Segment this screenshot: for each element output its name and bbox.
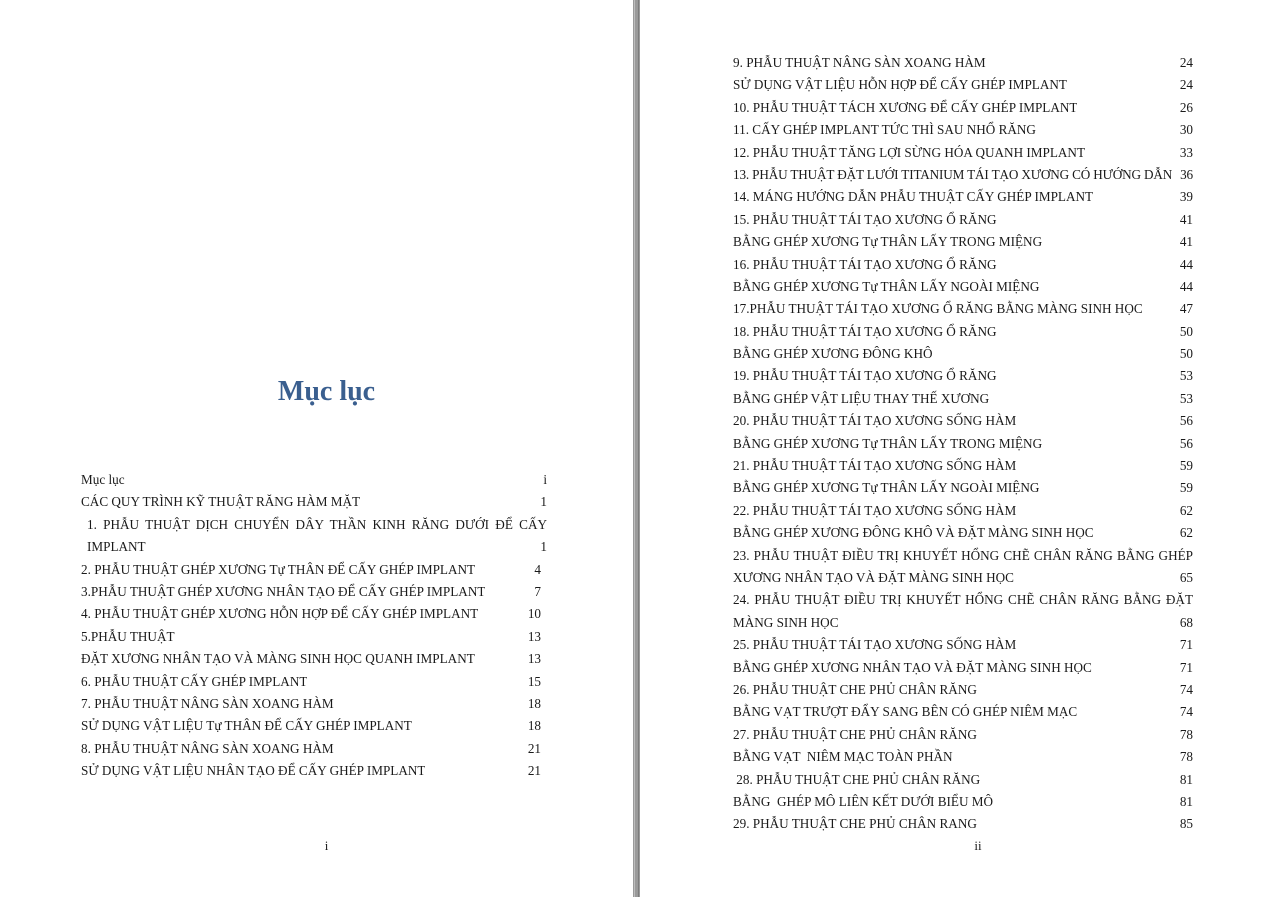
toc-entry-page: 56 bbox=[1179, 435, 1193, 451]
toc-entry-page: 78 bbox=[1179, 749, 1193, 765]
toc-entry[interactable] bbox=[733, 567, 1193, 589]
toc-entry[interactable] bbox=[733, 791, 1193, 813]
toc-entry-page: 59 bbox=[1179, 480, 1193, 496]
toc-entry-page: 74 bbox=[1179, 704, 1193, 720]
toc-entry-page: 78 bbox=[1179, 726, 1193, 742]
page-number-footer: ii bbox=[974, 838, 982, 853]
toc-entry[interactable] bbox=[81, 693, 547, 715]
toc-entry-text: IMPLANT bbox=[87, 539, 146, 555]
toc-entry-page: 53 bbox=[1179, 390, 1193, 406]
toc-entry-text: 20. PHẪU THUẬT TÁI TẠO XƯƠNG SỐNG HÀM bbox=[733, 413, 1017, 429]
toc-entry-page: 30 bbox=[1179, 122, 1193, 138]
toc-entry-text: SỬ DỤNG VẬT LIỆU NHÂN TẠO ĐỂ CẤY GHÉP IMPLANT bbox=[81, 763, 426, 779]
toc-entry-text: 23. PHẪU THUẬT ĐIỀU TRỊ KHUYẾT HỔNG CHẼ CHÂN RĂNG BẰNG GHÉP bbox=[733, 547, 1193, 563]
toc-entry-page: 1 bbox=[540, 539, 547, 555]
toc-entry-page: 62 bbox=[1179, 525, 1193, 541]
toc-entry[interactable] bbox=[733, 612, 1193, 634]
toc-entry-page: 41 bbox=[1179, 234, 1193, 250]
page-number-footer: i bbox=[324, 838, 329, 853]
toc-entry-page: 59 bbox=[1179, 458, 1193, 474]
right-page bbox=[640, 0, 1278, 897]
toc-entry-text: 28. PHẪU THUẬT CHE PHỦ CHÂN RĂNG bbox=[733, 771, 981, 787]
toc-entry-text: 1. PHẪU THUẬT DỊCH CHUYỂN DÂY THẦN KINH RĂNG DƯỚI ĐỂ CẤY bbox=[87, 516, 547, 532]
toc-entry[interactable] bbox=[733, 500, 1193, 522]
toc-entry-text: MÀNG SINH HỌC bbox=[733, 614, 839, 630]
toc-list-left bbox=[81, 469, 547, 782]
toc-entry[interactable] bbox=[733, 276, 1193, 298]
toc-entry[interactable] bbox=[733, 186, 1193, 208]
toc-entry-page: 13 bbox=[527, 628, 541, 644]
toc-entry[interactable] bbox=[81, 603, 547, 625]
toc-entry-text: BẰNG GHÉP XƯƠNG ĐÔNG KHÔ bbox=[733, 346, 933, 362]
toc-entry-page: 24 bbox=[1179, 55, 1193, 70]
toc-entry[interactable] bbox=[81, 581, 547, 603]
toc-entry-page: 56 bbox=[1179, 413, 1193, 429]
toc-entry[interactable] bbox=[733, 298, 1193, 320]
toc-entry[interactable] bbox=[733, 164, 1193, 186]
toc-entry-text: 11. CẤY GHÉP IMPLANT TỨC THÌ SAU NHỔ RĂNG bbox=[733, 122, 1036, 138]
toc-entry-text: 9. PHẪU THUẬT NÂNG SÀN XOANG HÀM bbox=[733, 55, 986, 70]
toc-entry-page: 41 bbox=[1179, 211, 1193, 227]
toc-entry[interactable] bbox=[733, 477, 1193, 499]
toc-entry[interactable] bbox=[733, 119, 1193, 141]
toc-entry-page: 71 bbox=[1179, 659, 1193, 675]
toc-list-right bbox=[733, 52, 1193, 836]
toc-entry-text: ĐẶT XƯƠNG NHÂN TẠO VÀ MÀNG SINH HỌC QUANH IMPLANT bbox=[81, 651, 475, 667]
toc-entry[interactable] bbox=[733, 433, 1193, 455]
toc-entry[interactable] bbox=[733, 589, 1193, 611]
toc-entry-text: 22. PHẪU THUẬT TÁI TẠO XƯƠNG SỐNG HÀM bbox=[733, 502, 1017, 518]
toc-entry-text: 8. PHẪU THUẬT NÂNG SÀN XOANG HÀM bbox=[81, 740, 334, 756]
toc-entry-text: BẰNG GHÉP XƯƠNG NHÂN TẠO VÀ ĐẶT MÀNG SINH HỌC bbox=[733, 659, 1092, 675]
toc-entry-page: 81 bbox=[1179, 771, 1193, 787]
toc-entry[interactable] bbox=[733, 724, 1193, 746]
toc-entry[interactable] bbox=[733, 74, 1193, 96]
toc-entry-page: 50 bbox=[1179, 323, 1193, 339]
toc-entry-page: 44 bbox=[1179, 278, 1193, 294]
toc-entry-page: 62 bbox=[1179, 502, 1193, 518]
toc-entry[interactable] bbox=[81, 536, 547, 558]
toc-entry-text: 7. PHẪU THUẬT NÂNG SÀN XOANG HÀM bbox=[81, 695, 334, 711]
toc-entry[interactable] bbox=[733, 545, 1193, 567]
toc-entry-text: BẰNG VẠT NIÊM MẠC TOÀN PHẦN bbox=[733, 749, 953, 765]
toc-entry-page: 68 bbox=[1179, 614, 1193, 630]
toc-entry[interactable] bbox=[733, 209, 1193, 231]
toc-entry-page: 15 bbox=[527, 673, 541, 689]
toc-entry-page: 26 bbox=[1179, 99, 1193, 115]
toc-entry-page: 4 bbox=[534, 561, 541, 577]
toc-entry-page: 13 bbox=[527, 651, 541, 667]
toc-entry[interactable] bbox=[81, 760, 547, 782]
toc-entry[interactable] bbox=[733, 254, 1193, 276]
left-page bbox=[0, 0, 633, 897]
toc-entry-text: BẰNG GHÉP XƯƠNG Tự THÂN LẤY NGOÀI MIỆNG bbox=[733, 278, 1040, 294]
toc-entry-page: 39 bbox=[1179, 189, 1193, 205]
toc-entry-text: 19. PHẪU THUẬT TÁI TẠO XƯƠNG Ổ RĂNG bbox=[733, 368, 997, 384]
toc-entry-text: BẰNG GHÉP XƯƠNG Tự THÂN LẤY TRONG MIỆNG bbox=[733, 234, 1043, 250]
page-title: Mục lục bbox=[277, 376, 376, 407]
toc-entry-page: 7 bbox=[534, 583, 541, 599]
toc-entry-text: 4. PHẪU THUẬT GHÉP XƯƠNG HỖN HỢP ĐỂ CẤY GHÉP IMPLANT bbox=[81, 606, 479, 622]
toc-entry[interactable] bbox=[733, 634, 1193, 656]
toc-entry[interactable] bbox=[733, 365, 1193, 387]
toc-entry-text: 12. PHẪU THUẬT TĂNG LỢI SỪNG HÓA QUANH IMPLANT bbox=[733, 144, 1086, 160]
toc-entry-page: 65 bbox=[1179, 569, 1193, 585]
toc-entry-text: 16. PHẪU THUẬT TÁI TẠO XƯƠNG Ổ RĂNG bbox=[733, 256, 997, 272]
toc-entry-text: SỬ DỤNG VẬT LIỆU Tự THÂN ĐỂ CẤY GHÉP IMPLANT bbox=[81, 718, 412, 734]
toc-entry-page: 1 bbox=[540, 494, 547, 510]
toc-entry-text: BẰNG GHÉP XƯƠNG Tự THÂN LẤY NGOÀI MIỆNG bbox=[733, 480, 1040, 496]
toc-entry-page: 53 bbox=[1179, 368, 1193, 384]
toc-entry[interactable] bbox=[733, 97, 1193, 119]
toc-entry[interactable] bbox=[81, 491, 547, 513]
toc-entry-page: 18 bbox=[527, 695, 541, 711]
toc-entry-text: CÁC QUY TRÌNH KỸ THUẬT RĂNG HÀM MẶT bbox=[81, 494, 361, 510]
toc-entry-page: 71 bbox=[1179, 637, 1193, 653]
toc-entry-page: 81 bbox=[1179, 793, 1193, 809]
toc-entry-text: 3.PHẪU THUẬT GHÉP XƯƠNG NHÂN TẠO ĐỂ CẤY GHÉP IMPLANT bbox=[81, 583, 486, 599]
toc-entry[interactable] bbox=[81, 738, 547, 760]
toc-entry[interactable] bbox=[733, 410, 1193, 432]
toc-entry[interactable] bbox=[733, 813, 1193, 835]
toc-entry-page: 24 bbox=[1179, 77, 1193, 93]
toc-entry-text: 6. PHẪU THUẬT CẤY GHÉP IMPLANT bbox=[81, 673, 308, 689]
toc-entry[interactable] bbox=[81, 514, 547, 536]
toc-entry-text: BẰNG GHÉP MÔ LIÊN KẾT DƯỚI BIỂU MÔ bbox=[733, 793, 994, 809]
toc-entry[interactable] bbox=[733, 522, 1193, 544]
toc-entry[interactable] bbox=[733, 52, 1193, 74]
toc-entry[interactable] bbox=[733, 321, 1193, 343]
toc-entry[interactable] bbox=[733, 657, 1193, 679]
toc-entry-text: 27. PHẪU THUẬT CHE PHỦ CHÂN RĂNG bbox=[733, 726, 977, 742]
toc-entry-page: 36 bbox=[1180, 166, 1193, 182]
toc-entry-text: 17.PHẪU THUẬT TÁI TẠO XƯƠNG Ổ RĂNG BẰNG MÀNG SINH HỌC bbox=[733, 301, 1143, 317]
toc-entry-page: 33 bbox=[1179, 144, 1193, 160]
toc-entry-text: 5.PHẪU THUẬT bbox=[81, 628, 175, 644]
toc-entry-text: BẰNG VẠT TRƯỢT ĐẨY SANG BÊN CÓ GHÉP NIÊM MẠC bbox=[733, 704, 1078, 720]
toc-entry-text: BẰNG GHÉP XƯƠNG ĐÔNG KHÔ VÀ ĐẶT MÀNG SINH HỌC bbox=[733, 525, 1094, 541]
toc-entry-text: 25. PHẪU THUẬT TÁI TẠO XƯƠNG SỐNG HÀM bbox=[733, 637, 1017, 653]
toc-entry-page: 85 bbox=[1179, 816, 1193, 832]
toc-entry-text: 14. MÁNG HƯỚNG DẪN PHẪU THUẬT CẤY GHÉP IMPLANT bbox=[733, 189, 1094, 205]
toc-entry[interactable] bbox=[81, 626, 547, 648]
toc-entry[interactable] bbox=[733, 343, 1193, 365]
toc-entry-page: 50 bbox=[1179, 346, 1193, 362]
toc-entry[interactable] bbox=[733, 701, 1193, 723]
page-divider bbox=[633, 0, 640, 897]
toc-entry-text: SỬ DỤNG VẬT LIỆU HỖN HỢP ĐỂ CẤY GHÉP IMPLANT bbox=[733, 77, 1067, 93]
toc-entry[interactable] bbox=[733, 388, 1193, 410]
toc-entry-text: 24. PHẪU THUẬT ĐIỀU TRỊ KHUYẾT HỔNG CHẼ CHÂN RĂNG BẰNG ĐẶT bbox=[733, 592, 1193, 608]
toc-entry[interactable] bbox=[733, 679, 1193, 701]
toc-entry-text: 15. PHẪU THUẬT TÁI TẠO XƯƠNG Ổ RĂNG bbox=[733, 211, 997, 227]
toc-entry-text: 26. PHẪU THUẬT CHE PHỦ CHÂN RĂNG bbox=[733, 681, 977, 697]
toc-entry[interactable] bbox=[733, 231, 1193, 253]
toc-entry[interactable] bbox=[733, 746, 1193, 768]
toc-entry-text: BẰNG GHÉP XƯƠNG Tự THÂN LẤY TRONG MIỆNG bbox=[733, 435, 1043, 451]
toc-entry[interactable] bbox=[733, 769, 1193, 791]
toc-entry-page: 44 bbox=[1179, 256, 1193, 272]
toc-entry-text: BẰNG GHÉP VẬT LIỆU THAY THẾ XƯƠNG bbox=[733, 390, 990, 406]
toc-entry-text: Mục lục bbox=[81, 472, 125, 487]
toc-entry[interactable] bbox=[81, 469, 547, 491]
toc-entry[interactable] bbox=[81, 648, 547, 670]
toc-entry[interactable] bbox=[81, 559, 547, 581]
toc-entry-page: i bbox=[543, 472, 547, 487]
toc-entry-page: 74 bbox=[1179, 681, 1193, 697]
toc-entry-text: 10. PHẪU THUẬT TÁCH XƯƠNG ĐỂ CẤY GHÉP IMPLANT bbox=[733, 99, 1078, 115]
toc-entry[interactable] bbox=[81, 715, 547, 737]
toc-entry-page: 21 bbox=[527, 763, 541, 779]
toc-entry-page: 18 bbox=[527, 718, 541, 734]
toc-entry-text: 29. PHẪU THUẬT CHE PHỦ CHÂN RANG bbox=[733, 816, 977, 832]
toc-entry[interactable] bbox=[733, 455, 1193, 477]
toc-entry-page: 47 bbox=[1179, 301, 1193, 317]
toc-entry[interactable] bbox=[733, 142, 1193, 164]
toc-entry-page: 10 bbox=[527, 606, 541, 622]
toc-entry-text: XƯƠNG NHÂN TẠO VÀ ĐẶT MÀNG SINH HỌC bbox=[733, 569, 1014, 585]
toc-entry-page: 21 bbox=[527, 740, 541, 756]
toc-entry-text: 21. PHẪU THUẬT TÁI TẠO XƯƠNG SỐNG HÀM bbox=[733, 458, 1017, 474]
toc-entry-text: 2. PHẪU THUẬT GHÉP XƯƠNG Tự THÂN ĐỂ CẤY GHÉP IMPLANT bbox=[81, 561, 476, 577]
toc-entry-text: 18. PHẪU THUẬT TÁI TẠO XƯƠNG Ổ RĂNG bbox=[733, 323, 997, 339]
toc-entry[interactable] bbox=[81, 671, 547, 693]
toc-entry-text: 13. PHẪU THUẬT ĐẶT LƯỚI TITANIUM TÁI TẠO XƯƠNG CÓ HƯỚNG DẪN bbox=[733, 166, 1173, 182]
